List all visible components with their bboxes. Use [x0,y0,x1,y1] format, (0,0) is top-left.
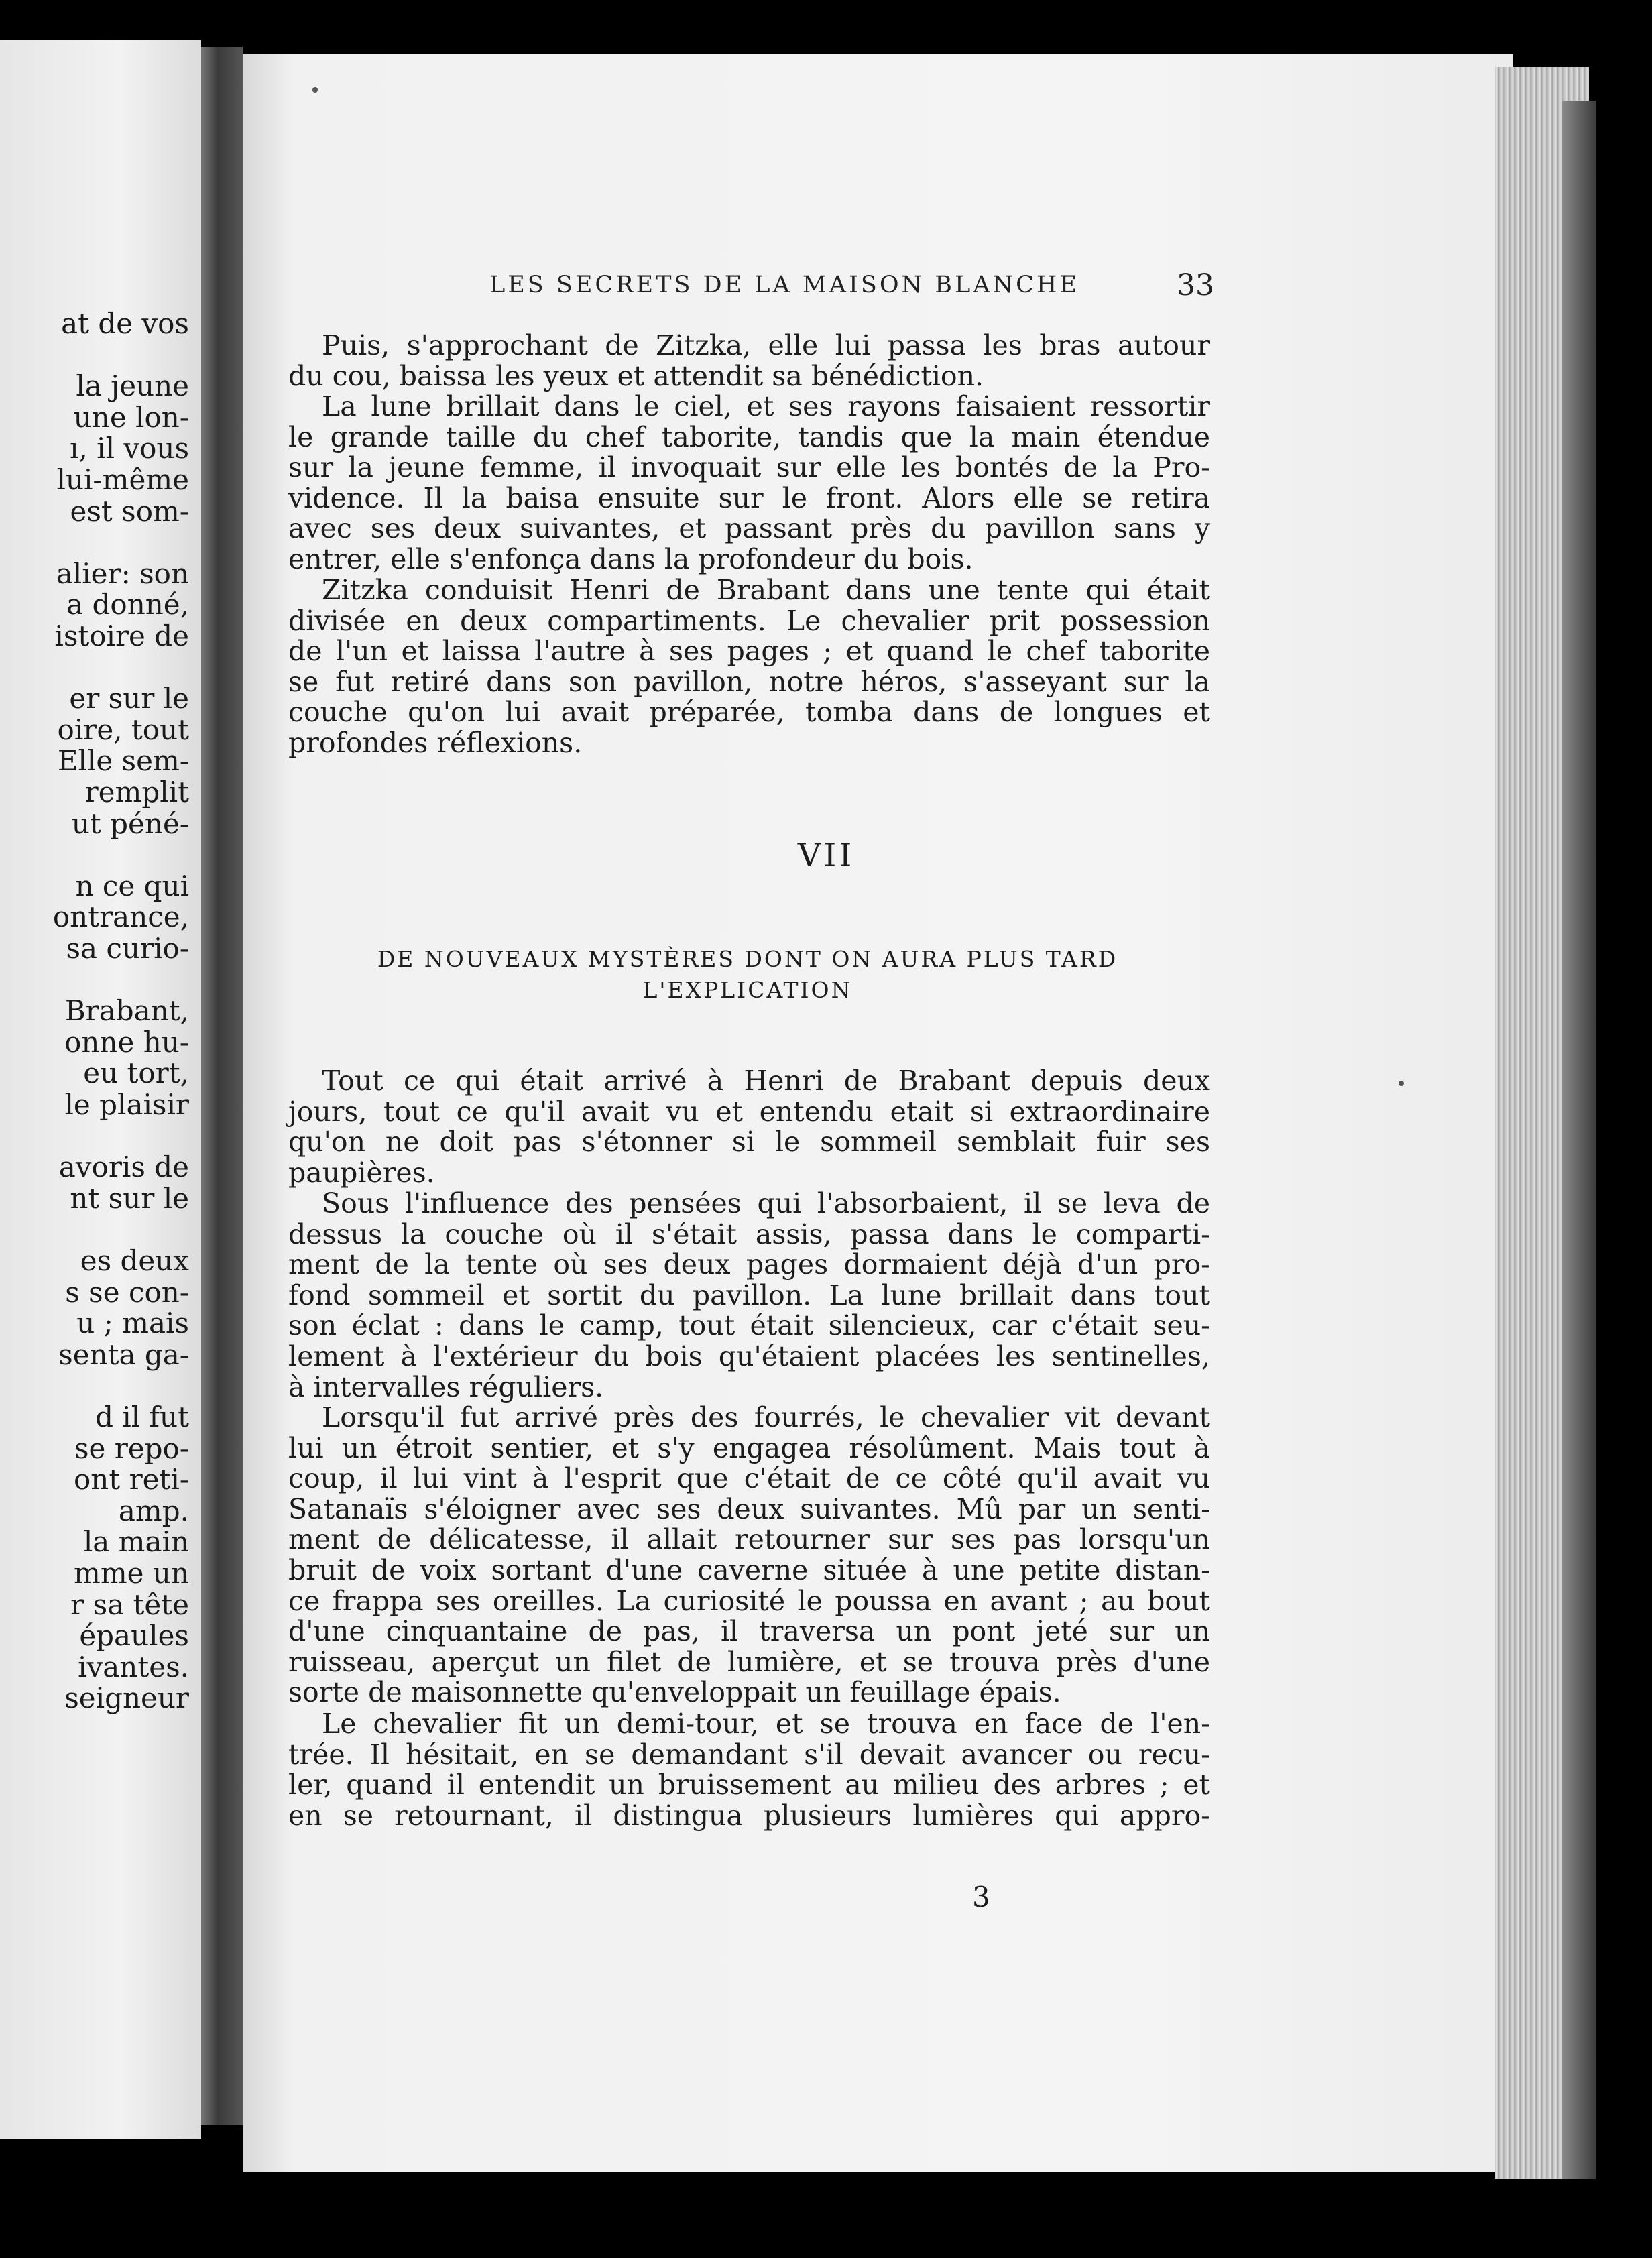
text-line: couche qu'on lui avait préparée, tomba dans de longues et [288,696,1210,729]
left-page-line: lui-même [56,463,189,496]
left-page-line: seigneur [64,1681,189,1715]
book-gutter [201,47,243,2125]
text-line: son éclat : dans le camp, tout était silencieux, car c'était seu- [288,1309,1210,1342]
text-line: paupières. [288,1156,435,1189]
left-page-line: Brabant, [64,994,189,1028]
text-line: Le chevalier fit un demi-tour, et se trouva en face de l'en- [322,1708,1210,1740]
left-page-line: es deux [80,1244,189,1277]
left-page-line: ivantes. [78,1650,189,1683]
paragraph-6 [288,1403,1210,1708]
scan-speck [1399,1081,1404,1086]
text-line: bruit de voix sortant d'une caverne située à une petite distan- [288,1553,1210,1586]
left-page-line: Elle sem- [57,744,189,778]
text-line: à intervalles réguliers. [288,1370,604,1403]
left-page-line: épaules [79,1619,189,1653]
text-line: Puis, s'approchant de Zitzka, elle lui passa les bras autour [322,329,1210,361]
text-line: trée. Il hésitait, en se demandant s'il devait avancer ou recu- [288,1738,1210,1771]
left-page-line: une lon- [73,400,189,434]
left-page-line: amp. [118,1494,189,1527]
text-line: du cou, baissa les yeux et attendit sa bénédiction. [288,359,984,392]
text-line: Sous l'influence des pensées qui l'absorbaient, il se leva de [322,1187,1210,1220]
text-line: ce frappa ses oreilles. La curiosité le poussa en avant ; au bout [288,1584,1210,1617]
text-line: d'une cinquantaine de pas, il traversa un pont jeté sur un [288,1615,1210,1648]
left-page-line: est som- [70,494,189,528]
chapter-number: VII [797,837,855,874]
left-page-line: oire, tout [57,713,189,746]
left-page-line: onne hu- [64,1025,189,1059]
text-line: coup, il lui vint à l'esprit que c'était de ce côté qu'il avait vu [288,1462,1210,1495]
text-line: lement à l'extérieur du bois qu'étaient placées les sentinelles, [288,1340,1210,1372]
left-page-line: ont reti- [74,1463,189,1496]
text-line: lui un étroit sentier, et s'y engagea résolûment. Mais tout à [288,1431,1210,1464]
paragraph-7 [288,1709,1210,1831]
left-page-line: r sa tête [70,1588,189,1621]
text-line: sur la jeune femme, il invoquait sur elle les bontés de la Pro- [288,451,1210,484]
running-head: LES SECRETS DE LA MAISON BLANCHE [489,272,1080,298]
left-page-line: remplit [84,776,189,809]
text-line: Satanaïs s'éloigner avec ses deux suivantes. Mû par un senti- [288,1492,1210,1525]
left-page-line: istoire de [54,619,189,652]
text-line: fond sommeil et sortit du pavillon. La lune brillait dans tout [288,1279,1210,1311]
text-line: entrer, elle s'enfonça dans la profondeur du bois. [288,542,973,575]
signature-mark: 3 [972,1881,990,1913]
text-line: le grande taille du chef taborite, tandis que la main étendue [288,420,1210,453]
chapter-title-line-2: L'EXPLICATION [642,977,853,1003]
text-line: avec ses deux suivantes, et passant près du pavillon sans y [288,512,1210,545]
text-line: se fut retiré dans son pavillon, notre héros, s'asseyant sur la [288,665,1210,698]
paragraph-4 [288,1066,1210,1188]
text-line: Zitzka conduisit Henri de Brabant dans une tente qui était [322,574,1210,606]
text-line: Lorsqu'il fut arrivé près des fourrés, le chevalier vit devant [322,1401,1210,1433]
left-page-line: d il fut [95,1401,189,1433]
paragraph-2 [288,392,1210,575]
left-page-line: mme un [74,1557,189,1590]
left-page-line: at de vos [61,307,189,340]
scan-speck [312,87,318,93]
left-page-line: avoris de [58,1150,189,1184]
text-line: La lune brillait dans le ciel, et ses rayons faisaient ressortir [322,390,1210,422]
text-line: vidence. Il la baisa ensuite sur le front. Alors elle se retira [288,481,1210,514]
text-line: dessus la couche où il s'était assis, passa dans le comparti- [288,1217,1210,1250]
left-page-line: eu tort, [83,1057,189,1090]
left-page-line: n ce qui [75,869,189,902]
left-page-line: la main [83,1525,189,1559]
left-page-line: la jeune [76,369,189,403]
text-line: jours, tout ce qu'il avait vu et entendu etait si extraordinaire [288,1095,1210,1128]
text-line: ment de la tente où ses deux pages dormaient déjà d'un pro- [288,1248,1210,1281]
text-line: Tout ce qui était arrivé à Henri de Brabant depuis deux [322,1065,1210,1097]
left-page-line: er sur le [69,682,189,715]
left-page-line: a donné, [66,588,189,621]
text-line: qu'on ne doit pas s'étonner si le sommeil semblait fuir ses [288,1126,1210,1158]
left-page-line: le plaisir [64,1088,189,1121]
paragraph-1 [288,331,1210,392]
chapter-title-line-1: DE NOUVEAUX MYSTÈRES DONT ON AURA PLUS TARD [377,946,1118,972]
left-page-line: senta ga- [58,1338,189,1371]
paragraph-3 [288,575,1210,759]
left-page-line: alier: son [56,556,189,590]
left-page-line: se repo- [74,1431,189,1465]
text-line: profondes réflexions. [288,726,583,759]
left-page-line: nt sur le [70,1181,189,1215]
text-line: ruisseau, aperçut un filet de lumière, et se trouva près d'une [288,1645,1210,1678]
text-line: en se retournant, il distingua plusieurs lumières qui appro- [288,1799,1210,1832]
page-edges-shadow [1562,101,1596,2179]
text-line: de l'un et laissa l'autre à ses pages ; et quand le chef taborite [288,635,1210,668]
left-page-line: ontrance, [52,900,189,934]
left-page-line: ut péné- [71,807,189,840]
page-number: 33 [1177,268,1214,302]
paragraph-5 [288,1189,1210,1403]
left-page-line: s se con- [65,1275,189,1309]
left-page-line: u ; mais [76,1307,189,1340]
text-line: sorte de maisonnette qu'enveloppait un feuillage épais. [288,1676,1061,1709]
left-page-line: ı, il vous [70,432,189,465]
left-page-line: sa curio- [66,932,189,965]
text-line: ment de délicatesse, il allait retourner sur ses pas lorsqu'un [288,1523,1210,1556]
left-page-fragment [0,40,201,2139]
text-line: divisée en deux compartiments. Le chevalier prit possession [288,604,1210,637]
text-line: ler, quand il entendit un bruissement au milieu des arbres ; et [288,1769,1210,1801]
